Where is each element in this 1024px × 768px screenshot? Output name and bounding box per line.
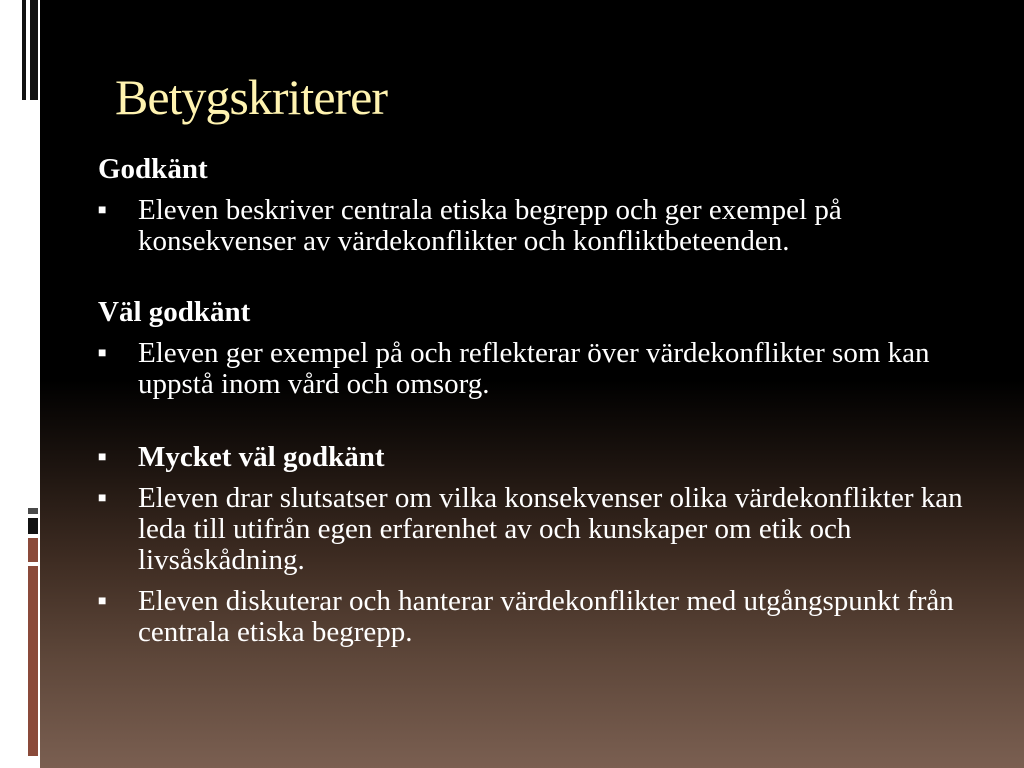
rail-line-top: [22, 0, 26, 100]
slide-title: Betygskriterer: [115, 69, 388, 125]
bullet-item: [98, 483, 998, 576]
bullet-square-icon: ■: [98, 594, 107, 609]
bullet-text: Eleven drar slutsatser om vilka konsekvenser olika värdekonflikter kan leda till utifrån egen erfarenhet av och kunskaper om etik och livsåskådning.: [138, 482, 963, 576]
rail-bar-top: [30, 0, 38, 100]
rail-mark-3: [28, 538, 38, 562]
bullet-text: Eleven ger exempel på och reflekterar över värdekonflikter som kan uppstå inom vård och omsorg.: [138, 337, 930, 400]
decorative-rail: [0, 0, 40, 768]
slide-content: [98, 154, 998, 648]
rail-mark-1: [28, 508, 38, 514]
bullet-text: Mycket väl godkänt: [138, 441, 385, 473]
bullet-text: Eleven beskriver centrala etiska begrepp och ger exempel på konsekvenser av värdekonflikter och konfliktbeteenden.: [138, 194, 842, 257]
bullet-square-icon: ■: [98, 450, 107, 465]
section-heading-val-godkant: Väl godkänt: [98, 296, 251, 328]
bullet-text: Eleven diskuterar och hanterar värdekonflikter med utgångspunkt från centrala etiska begrepp.: [138, 585, 954, 648]
bullet-square-icon: ■: [98, 491, 107, 506]
spacer: [98, 400, 998, 438]
bullet-square-icon: ■: [98, 346, 107, 361]
bullet-item: [98, 586, 998, 648]
rail-bar-bottom: [28, 566, 38, 756]
section-heading-mycket-val-godkant: [98, 442, 998, 473]
bullet-item: [98, 338, 998, 400]
rail-mark-2: [28, 518, 38, 534]
section-heading-godkant: Godkänt: [98, 153, 208, 185]
spacer: [98, 257, 998, 295]
bullet-square-icon: ■: [98, 203, 107, 218]
bullet-item: [98, 195, 998, 257]
